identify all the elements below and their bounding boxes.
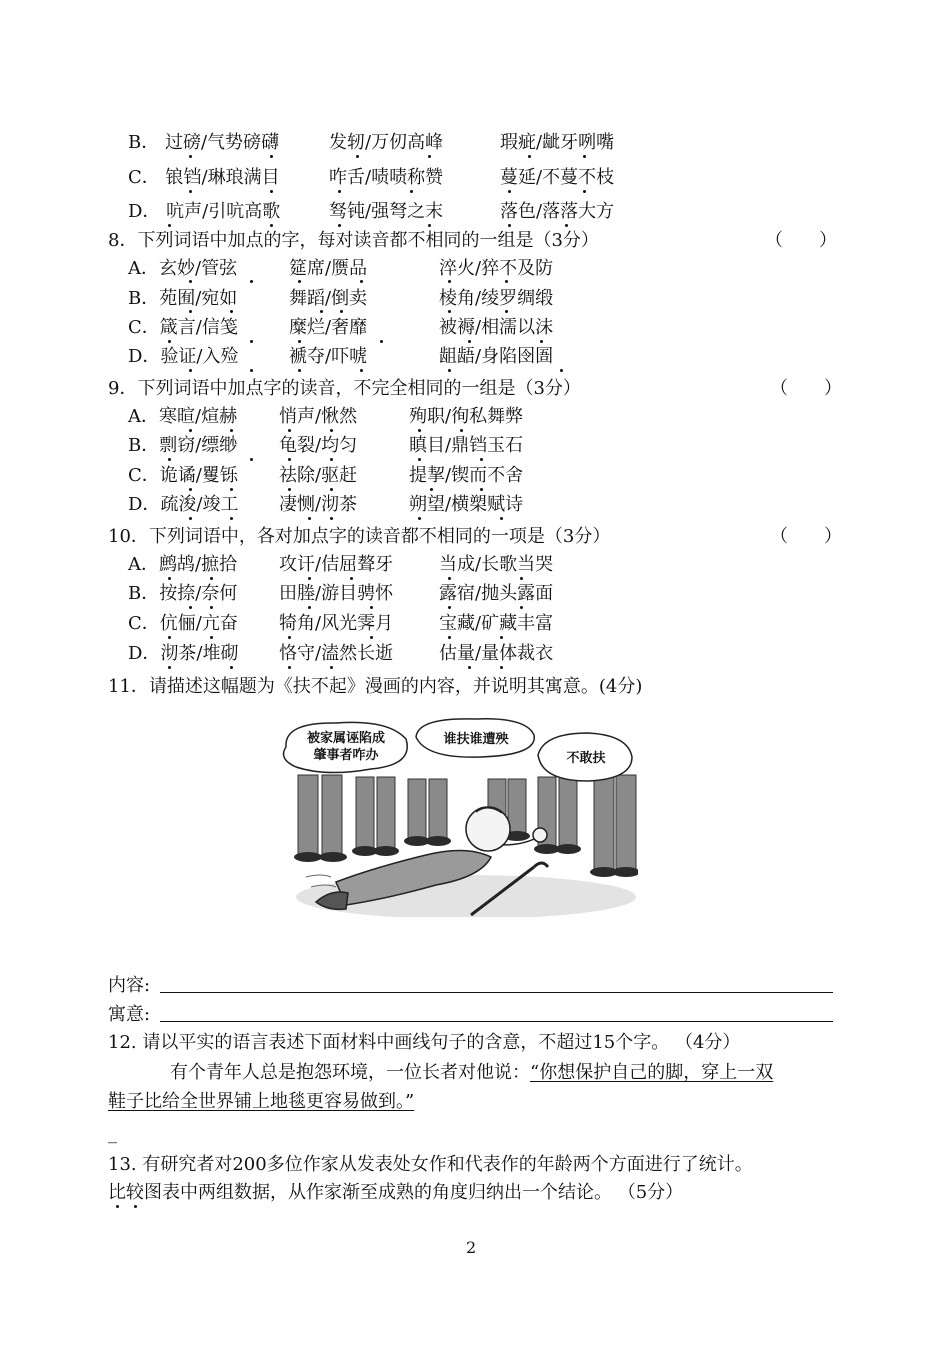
- option-label: B．: [128, 132, 160, 153]
- q12-stem: 12. 请以平实的语言表述下面材料中画线句子的含意，不超过15个字。 （4分）: [108, 1032, 741, 1053]
- q7-option-d-word-2: 驽钝/强弩之末: [329, 201, 444, 222]
- q7-option-d-word-3: 落色/落落大方: [500, 201, 615, 222]
- content-answer-line[interactable]: [160, 992, 833, 993]
- option-word-1: 疏浚/竣工: [160, 494, 239, 515]
- q12-answer-dash[interactable]: _: [108, 1123, 117, 1144]
- q9-stem: 9．下列词语中加点字的读音，不完全相同的一组是（3分）: [108, 378, 581, 399]
- option-label: D．: [128, 643, 161, 664]
- q8-option-c: [128, 316, 238, 340]
- option-label: C．: [128, 613, 160, 634]
- bubble-3-text: 不敢扶: [566, 751, 606, 766]
- q10-option-c-word-2: 犄角/风光霁月: [279, 613, 394, 634]
- bubble-1-line-2: 肇事者咋办: [313, 748, 379, 763]
- q10-stem: 10．下列词语中，各对加点字的读音都不相同的一项是（3分）: [108, 526, 611, 547]
- q11-stem: 11．请描述这幅题为《扶不起》漫画的内容，并说明其寓意。(4分): [108, 676, 643, 697]
- option-word-1: 箴言/信笺: [159, 317, 238, 338]
- q8-option-a-word-3: 淬火/猝不及防: [439, 258, 554, 279]
- q8-option-a: [128, 257, 237, 281]
- option-word-1: 过磅/气势磅礴: [164, 132, 280, 153]
- q10-option-a-word-3: 当成/长歌当哭: [439, 554, 554, 575]
- option-word-1: 锒铛/琳琅满目: [165, 167, 280, 188]
- q7-option-c-word-3: 蔓延/不蔓不枝: [500, 167, 615, 188]
- q10-option-c-word-3: 宝藏/矿藏丰富: [439, 613, 554, 634]
- q10-option-b-word-3: 露宿/抛头露面: [439, 583, 554, 604]
- option-word-1: 剽窃/缥缈: [159, 435, 238, 456]
- q7-option-b-word-3: 瑕疵/龇牙咧嘴: [500, 132, 615, 153]
- option-label: A．: [128, 406, 159, 427]
- option-label: A．: [128, 258, 159, 279]
- q13-line-2: 比较图表中两组数据，从作家渐至成熟的角度归纳出一个结论。 （5分）: [108, 1182, 684, 1203]
- q8-option-d-word-2: 褫夺/吓唬: [289, 346, 368, 367]
- q10-option-a-word-2: 攻讦/佶屈聱牙: [279, 554, 394, 575]
- bubble-2-text: 谁扶谁遭殃: [443, 732, 509, 747]
- option-word-1: 苑囿/宛如: [159, 288, 238, 309]
- option-word-1: 验证/入殓: [160, 346, 239, 367]
- q8-option-b-word-3: 棱角/绫罗绸缎: [439, 288, 554, 309]
- q9-option-d-word-3: 朔望/横槊赋诗: [409, 494, 524, 515]
- q7-option-c: [128, 166, 280, 190]
- q10-option-c: [128, 612, 238, 636]
- q9-option-c-word-3: 提挈/锲而不舍: [409, 465, 524, 486]
- option-label: A．: [128, 554, 159, 575]
- q8-option-b: [128, 287, 237, 311]
- q7-option-c-word-2: 咋舌/啧啧称赞: [329, 167, 444, 188]
- q9-option-d: [128, 493, 239, 517]
- q8-option-d: [128, 345, 239, 369]
- bubble-1-line-1: 被家属诬陷成: [306, 731, 386, 746]
- q8-option-c-word-2: 糜烂/奢靡: [289, 317, 368, 338]
- q9-option-a-word-2: 悄声/愀然: [279, 406, 358, 427]
- meaning-label: 寓意:: [108, 1004, 151, 1025]
- q7-option-b: [128, 131, 279, 155]
- q12-material-line-2: [108, 1090, 414, 1114]
- option-label: C．: [128, 465, 160, 486]
- q9-option-b-word-3: 瞋目/鼎铛玉石: [409, 435, 524, 456]
- option-label: D．: [128, 494, 161, 515]
- option-word-1: 寒暄/煊赫: [159, 406, 238, 427]
- q9-answer-blank[interactable]: （ ）: [770, 378, 842, 399]
- q12-underlined-sentence-part-1: “你想保护自己的脚，穿上一双: [530, 1062, 774, 1083]
- q9-option-a: [128, 405, 237, 429]
- option-label: D．: [128, 201, 161, 222]
- q8-option-d-word-3: 龃龉/身陷囹圄: [439, 346, 554, 367]
- q8-stem: 8．下列词语中加点的字，每对读音都不相同的一组是（3分）: [108, 230, 599, 251]
- q10-option-b-word-2: 田塍/游目骋怀: [279, 583, 394, 604]
- option-word-1: 伉俪/亢奋: [159, 613, 238, 634]
- q8-option-c-word-3: 被褥/相濡以沫: [439, 317, 554, 338]
- q9-option-b-word-2: 龟裂/均匀: [279, 435, 358, 456]
- q8-option-b-word-2: 舞蹈/倒卖: [289, 288, 368, 309]
- option-word-1: 鹧鸪/摭拾: [159, 554, 238, 575]
- q9-option-c-word-2: 祛除/驱赶: [279, 465, 358, 486]
- page-number: 2: [466, 1238, 477, 1257]
- option-label: C．: [128, 167, 160, 188]
- option-word-1: 诡谲/矍铄: [159, 465, 238, 486]
- q7-option-d: [128, 200, 280, 224]
- q10-option-d: [128, 642, 239, 666]
- option-word-1: 按捺/奈何: [159, 583, 238, 604]
- option-word-1: 沏茶/堆砌: [160, 643, 239, 664]
- q8-option-a-word-2: 筵席/赝品: [289, 258, 368, 279]
- q13-line-1: 13. 有研究者对200多位作家从发表处女作和代表作的年龄两个方面进行了统计。: [108, 1154, 753, 1175]
- q7-option-b-word-2: 发轫/万仞高峰: [329, 132, 444, 153]
- q10-option-b: [128, 582, 237, 606]
- q12-material-text: 有个青年人总是抱怨环境，一位长者对他说：: [170, 1062, 530, 1083]
- q10-option-d-word-3: 估量/量体裁衣: [439, 643, 554, 664]
- q12-underlined-sentence-part-2: 鞋子比给全世界铺上地毯更容易做到。”: [108, 1091, 415, 1112]
- q9-option-d-word-2: 凄恻/沏茶: [279, 494, 358, 515]
- option-label: B．: [128, 583, 160, 604]
- cartoon-image: [276, 717, 638, 917]
- option-word-1: 吭声/引吭高歌: [166, 201, 281, 222]
- q9-option-c: [128, 464, 238, 488]
- option-label: B．: [128, 288, 160, 309]
- q10-answer-blank[interactable]: （ ）: [770, 526, 842, 547]
- option-label: D．: [128, 346, 161, 367]
- q10-option-d-word-2: 恪守/溘然长逝: [279, 643, 394, 664]
- q9-option-b: [128, 434, 237, 458]
- option-label: C．: [128, 317, 160, 338]
- option-word-1: 玄妙/管弦: [159, 258, 238, 279]
- q8-answer-blank[interactable]: （ ）: [765, 230, 837, 251]
- content-label: 内容:: [108, 975, 151, 996]
- q9-option-a-word-3: 殉职/徇私舞弊: [409, 406, 524, 427]
- q12-material-line-1: [170, 1061, 773, 1085]
- option-label: B．: [128, 435, 160, 456]
- meaning-answer-line[interactable]: [160, 1021, 833, 1022]
- q10-option-a: [128, 553, 237, 577]
